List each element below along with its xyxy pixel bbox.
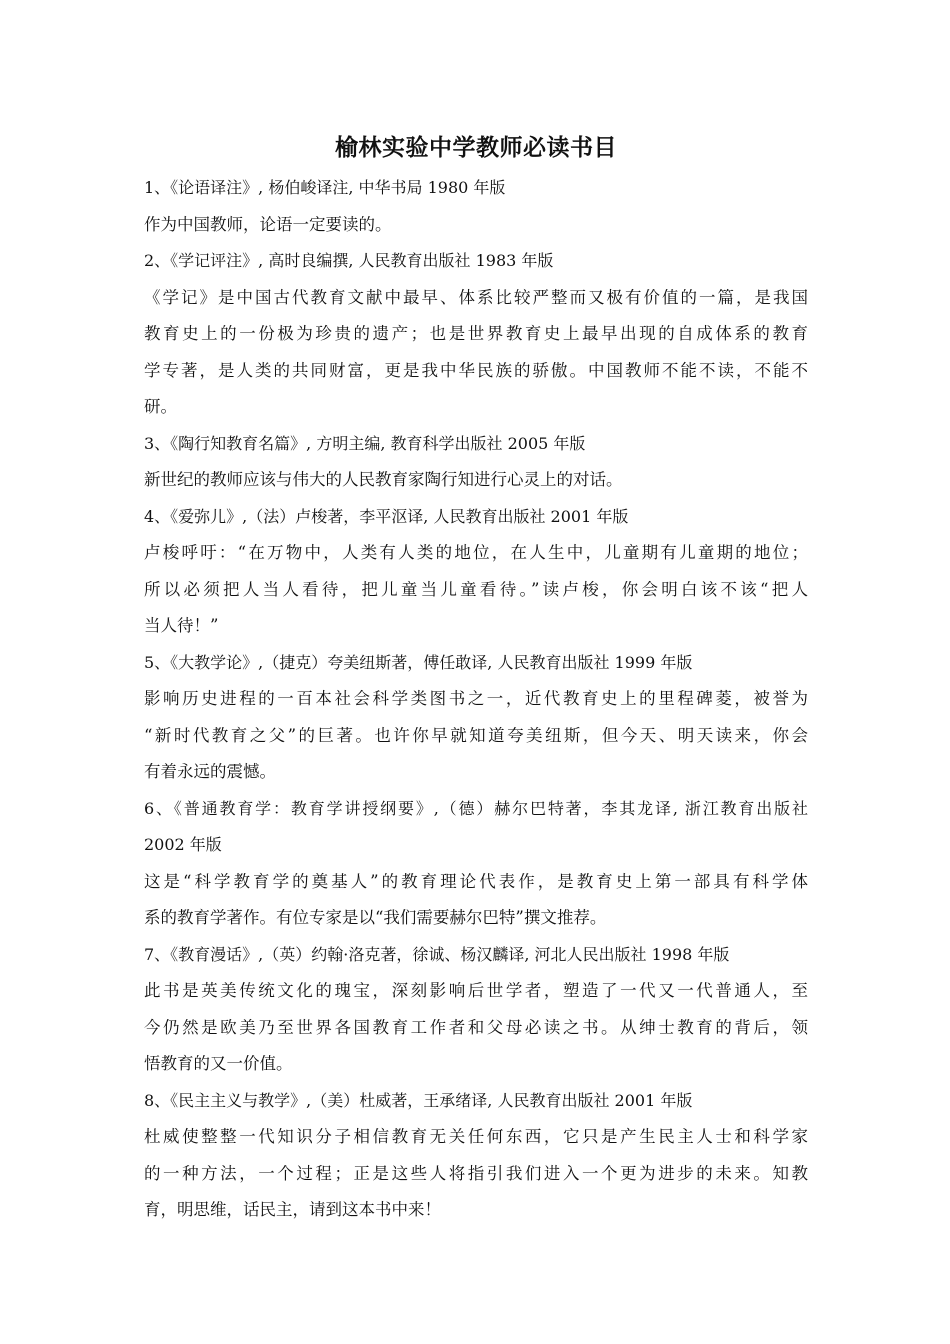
book-1-description-line: 作为中国教师，论语一定要读的。 [144,214,392,234]
document-title: 榆林实验中学教师必读书目 [335,135,617,161]
book-7-description-line: 悟教育的又一价值。 [144,1054,293,1073]
book-5-heading: 5、《大教学论》,（捷克）夸美纽斯著，傅任敢译, 人民教育出版社 1999 年版 [144,652,693,672]
book-1-heading: 1、《论语译注》, 杨伯峻译注, 中华书局 1980 年版 [144,178,506,197]
book-4-description-line: 所以必须把人当人看待，把儿童当儿童看待。”读卢梭，你会明白该不该“把人 [144,579,808,599]
book-3-description-line: 新世纪的教师应该与伟大的人民教育家陶行知进行心灵上的对话。 [144,470,623,489]
book-6-heading-continued: 2002 年版 [144,835,222,854]
book-4-description-line: 当人待！” [144,616,219,635]
book-2-description-line: 学专著，是人类的共同财富，更是我中华民族的骄傲。中国教师不能不读，不能不 [144,360,808,380]
book-3-heading: 3、《陶行知教育名篇》, 方明主编, 教育科学出版社 2005 年版 [144,433,586,453]
book-7-description-line: 此书是英美传统文化的瑰宝，深刻影响后世学者，塑造了一代又一代普通人，至 [144,981,808,1000]
book-2-description-line: 教育史上的一份极为珍贵的遗产；也是世界教育史上最早出现的自成体系的教育 [144,324,808,343]
book-6-description-line: 这是“科学教育学的奠基人”的教育理论代表作，是教育史上第一部具有科学体 [144,871,808,891]
book-2-description-line: 《学记》是中国古代教育文献中最早、体系比较严整而又极有价值的一篇，是我国 [144,287,808,307]
book-4-heading: 4、《爱弥儿》,（法）卢梭著，李平沤译, 人民教育出版社 2001 年版 [144,506,629,526]
book-7-description-line: 今仍然是欧美乃至世界各国教育工作者和父母必读之书。从绅士教育的背后，领 [144,1017,808,1037]
book-6-heading: 6、《普通教育学：教育学讲授纲要》,（德）赫尔巴特著，李其龙译, 浙江教育出版社 [144,798,808,818]
book-8-description-line: 育，明思维，话民主，请到这本书中来！ [144,1200,441,1219]
book-2-heading: 2、《学记评注》, 高时良编撰, 人民教育出版社 1983 年版 [144,251,554,270]
book-2-description-line: 研。 [144,397,177,416]
book-5-description-line: “新时代教育之父”的巨著。也许你早就知道夸美纽斯，但今天、明天读来，你会 [144,725,808,745]
book-5-description-line: 影响历史进程的一百本社会科学类图书之一，近代教育史上的里程碑菱，被誉为 [144,689,808,708]
book-8-description-line: 杜威使整整一代知识分子相信教育无关任何东西，它只是产生民主人士和科学家 [144,1127,808,1146]
book-8-description-line: 的一种方法，一个过程；正是这些人将指引我们进入一个更为进步的未来。知教 [144,1163,808,1183]
book-4-description-line: 卢梭呼吁：“在万物中，人类有人类的地位，在人生中，儿童期有儿童期的地位； [144,543,808,562]
book-5-description-line: 有着永远的震憾。 [144,762,276,781]
book-7-heading: 7、《教育漫话》,（英）约翰·洛克著，徐诚、杨汉麟译, 河北人民出版社 1998 年版 [144,944,730,964]
book-6-description-line: 系的教育学著作。有位专家是以“我们需要赫尔巴特”撰文推荐。 [144,908,607,927]
book-8-heading: 8、《民主主义与教学》,（美）杜威著，王承绪译, 人民教育出版社 2001 年版 [144,1090,693,1110]
document-body [144,130,808,1229]
